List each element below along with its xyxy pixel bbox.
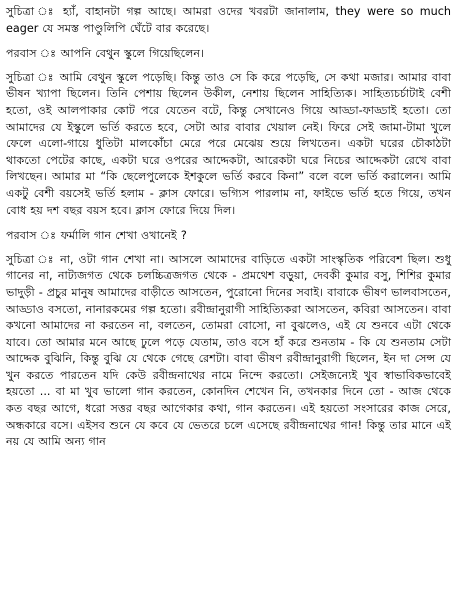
speaker-label: সুচিত্রা [6,252,35,266]
paragraph-text: আমি বেথুন স্কুলে পড়েছি। কিন্তু তাও সে কি করে পড়েছি, সে কথা মজার। আমার বাবা ভীষন খ্যাপা ছিলেন। তিনি পেশায় ছিলেন উকীল, নেশায় ছিলেন সাহিত্যিক। সাহিত্যচর্চাটাই বেশী হতো, ওই আলপাকার কোট পরে যেতেন বটে, কিন্তু সেখানেও গিয়ে আড্ডা-ফাড্ডাই হতো। তো আমাদের যে ইস্কুলে ভর্তি করতে হবে, সেটা আর বাবার খেয়াল নেই। ফিরে সেই জামা-টামা খুলে ফেলে এলো-গায়ে ধুতিটা মালকোঁচা মেরে পরে মেঝেয় শুয়ে লিখতেন। একটা ঘরের চৌকাঠটা থাকতো পেটের কাছে, একটা ঘরে ওপরের আদ্দেকটা, আরেকটা ঘরে নিচের আদ্দেকটা রেখে বাবা লিখছেন। আমার মা “কি ছেলেপুলেকে ইশকুলে ভর্তি করবে কিনা” বলে বলে ভর্তি করালেন। আমি একটু বেশী বয়সেই ভর্তি হলাম - ক্লাস ফোরে। ভগ্যিস পারলাম না, ফাইভে ভর্তি হতে গিয়ে, তখন বোধ হয় দশ বছর বয়স হবে। ক্লাস ফোরে দিয়ে দিল। [6,70,451,217]
speaker-separator: ঃ [36,47,61,61]
paragraph-text: হ্যাঁ, বাহানটা গল্প আছে। আমরা ওদের খবরটা জানালাম, they were so much eager যে সমস্ত পাণ্ডুলিপি ঘেঁটে বার করেছে। [6,5,451,35]
paragraph-answer-2 [6,70,451,219]
paragraph-text: ফর্মালি গান শেখা ওখানেই ? [60,229,187,243]
paragraph-text: না, ওটা গান শেখা না। আসলে আমাদের বাড়িতে একটা সাংস্কৃতিক পরিবেশ ছিল। শুধু গানের না, নাট্যজগত থেকে চলচ্চিত্রজগত থেকে - প্রমথেশ বড়ুয়া, দেবকী কুমার বসু, শিশির কুমার ভাদুড়ী - প্রচুর মানুষ আমাদের বাড়ীতে আসতেন, পুরোনো দিনের সবাই। বাবাকে ভীষণ ভালবাসতেন, আড্ডাও বসতো, নানারকমের গল্প হতো। রবীন্দ্রানুরাগী সাহিত্যিকরা আসতেন, কবিরা আসতেন। বাবা কখনো আমাদের না করতেন না, বলতেন, তোমরা বোসো, না বুঝলেও, এই যে শুনবে এটা থেকে যাবে। তো আমার মনে আছে ঢুলে পড়ে যেতাম, তাও বসে হাঁ করে শুনতাম - কি যে শুনতাম সেটা আদ্দেক বুঝিনি, কিন্তু বুঝি যে থেকে গেছে রেশটা। বাবা ভীষণ রবীন্দ্রানুরাগী ছিলেন, ইন দা সেন্স যে খুন করতে পারতেন যদি কেউ রবীন্দ্রনাথের নামে নিন্দে করতো। সেইজন্যেই খুব স্বাভাবিকভাবেই হয়তো ... বা মা খুব ভালো গান করতেন, কোনদিন শেখেন নি, তখনকার দিনে তো - আজ থেকে কত বছর আগে, ধরো সত্তর বছর আগেকার কথা, গান করতেন। এই হয়তো সংসারের কাজ সেরে, অন্ধকারে বসে। এইসব শুনে যে কবে যে ভেতরে চলে এসেছে রবীন্দ্রনাথের গান! কিন্তু তার মানে এই নয় যে আমি অন্য গান [6,252,451,449]
speaker-label: পরবাস [6,47,37,61]
speaker-label: সুচিত্রা [6,70,35,84]
speaker-separator: ঃ [34,5,63,18]
paragraph-text: আপনি বেথুন স্কুলে গিয়েছিলেন। [60,47,205,61]
speaker-separator: ঃ [34,252,61,266]
paragraph-answer-1 [6,4,451,37]
speaker-separator: ঃ [36,229,61,243]
speaker-label: সুচিত্রা [6,5,35,18]
paragraph-question-2 [6,228,451,245]
speaker-separator: ঃ [34,70,60,84]
paragraph-question-1 [6,46,451,63]
paragraph-answer-3 [6,252,451,451]
speaker-label: পরবাস [6,229,37,243]
